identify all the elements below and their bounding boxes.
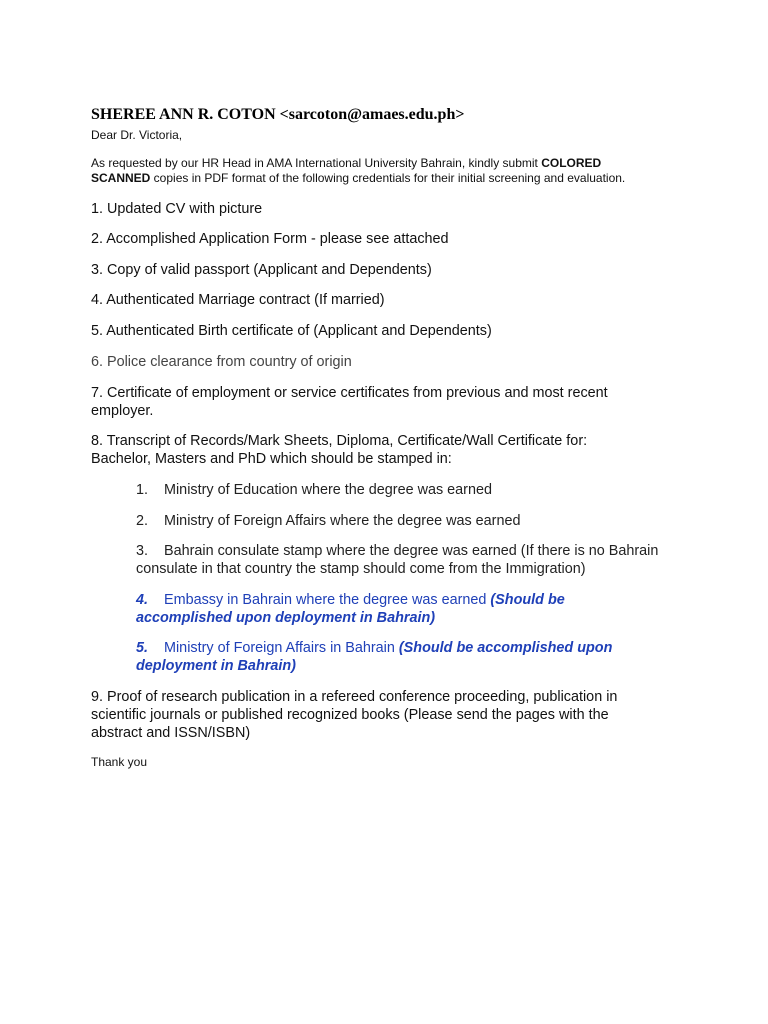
list-item-5: 5. Authenticated Birth certificate of (Applicant and Dependents): [91, 323, 492, 339]
sub-item-1: [136, 481, 676, 499]
sub-item-number: 3.: [136, 543, 149, 559]
sub-item-text: Embassy in Bahrain where the degree was earned: [164, 592, 491, 608]
list-item-2: 2. Accomplished Application Form - please see attached: [91, 231, 449, 247]
list-item-7: 7. Certificate of employment or service certificates from previous and most recent employer.: [91, 385, 608, 419]
sub-item-number: 1.: [136, 482, 149, 498]
intro-bold-scanned: SCANNED: [91, 171, 151, 185]
sub-item-number: 4.: [136, 592, 149, 608]
sub-item-4: [136, 591, 606, 627]
salutation: Dear Dr. Victoria,: [91, 128, 183, 142]
sub-item-text: Ministry of Foreign Affairs where the degree was earned: [164, 513, 521, 529]
intro-text-before: As requested by our HR Head in AMA International University Bahrain, kindly submit: [91, 156, 542, 170]
list-item-3: 3. Copy of valid passport (Applicant and Dependents): [91, 262, 432, 278]
sub-item-emphasis: (Should be accomplished upon deployment in Bahrain): [136, 640, 613, 674]
list-item-6: 6. Police clearance from country of origin: [91, 354, 352, 370]
intro-text-after: copies in PDF format of the following credentials for their initial screening and evaluation.: [150, 171, 626, 185]
sub-item-3: [136, 542, 676, 578]
intro-paragraph: [91, 156, 651, 186]
sub-item-text: Bahrain consulate stamp where the degree was earned (If there is no Bahrain consulate in that country the stamp should come from the Immigration): [136, 543, 659, 577]
sub-item-text: Ministry of Education where the degree was earned: [164, 482, 492, 498]
intro-bold-colored: COLORED: [541, 156, 602, 170]
sender-line: SHEREE ANN R. COTON <sarcoton@amaes.edu.ph>: [91, 106, 465, 123]
list-item-1: 1. Updated CV with picture: [91, 201, 263, 217]
sub-item-5: [136, 639, 666, 675]
list-item-9: 9. Proof of research publication in a refereed conference proceeding, publication in scientific journals or published recognized books (Please send the pages with the abstract and ISSN/ISBN): [91, 689, 618, 741]
closing-text: Thank you: [91, 755, 148, 769]
sub-item-2: [136, 512, 676, 530]
sub-item-number: 2.: [136, 513, 149, 529]
sub-item-number: 5.: [136, 640, 149, 656]
list-item-8: 8. Transcript of Records/Mark Sheets, Diploma, Certificate/Wall Certificate for: Bachelor, Masters and PhD which should be stamped in:: [91, 433, 588, 467]
sub-item-emphasis: (Should be accomplished upon deployment in Bahrain): [136, 592, 565, 626]
sub-item-text: Ministry of Foreign Affairs in Bahrain: [164, 640, 399, 656]
list-item-4: 4. Authenticated Marriage contract (If married): [91, 292, 385, 308]
